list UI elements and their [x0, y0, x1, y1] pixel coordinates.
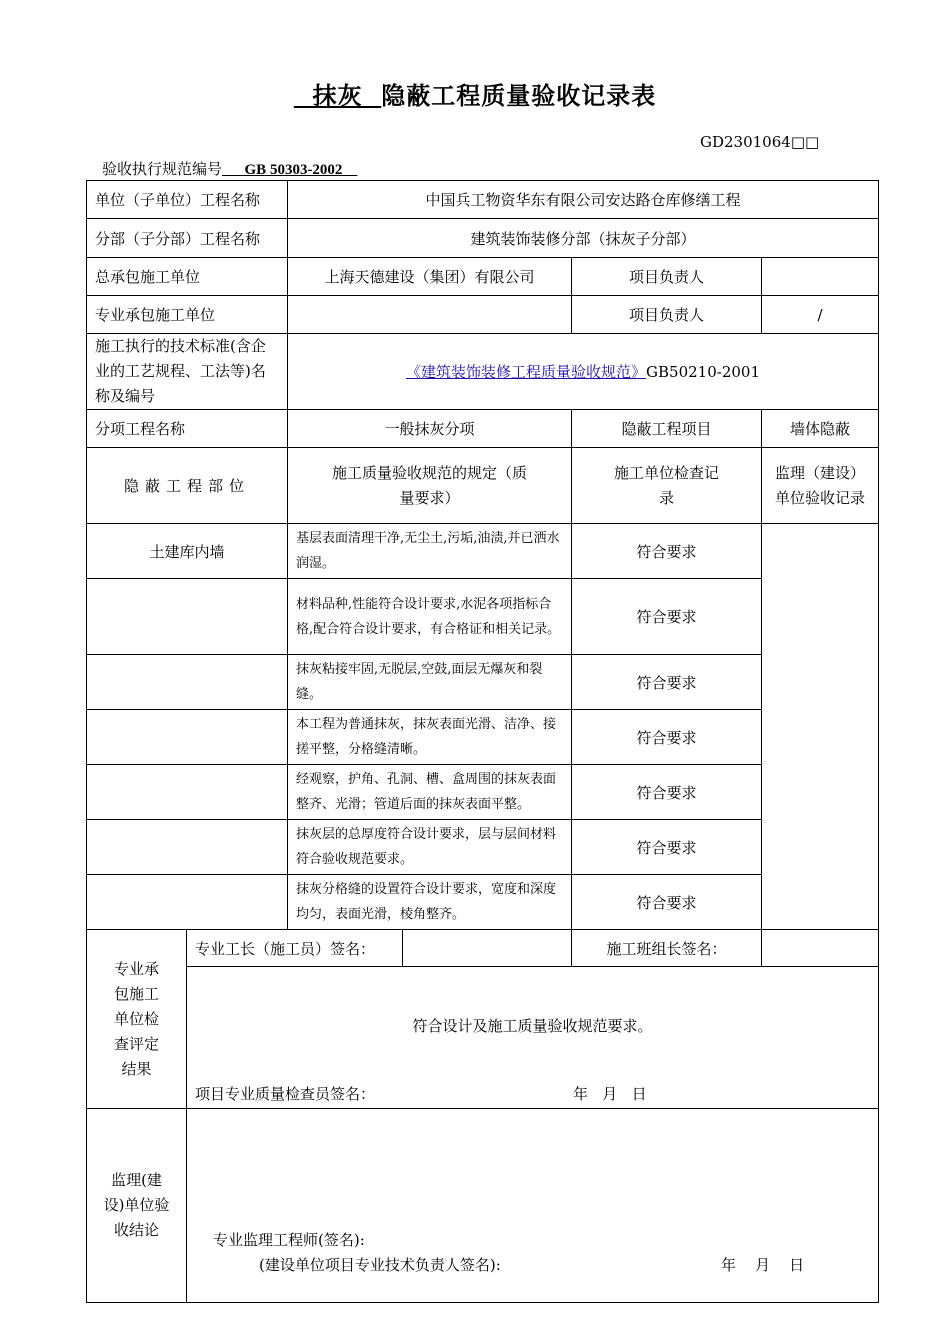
header-location: 隐蔽工程部位 [87, 448, 288, 524]
item-requirement: 基层表面清理干净,无尘土,污垢,油渍,并已洒水润湿。 [288, 524, 572, 579]
supervisor-date: 年 月 日 [721, 1256, 805, 1274]
sub-item-value: 一般抹灰分项 [288, 410, 572, 448]
project-manager-value-2: / [762, 296, 879, 334]
hidden-item-label: 隐蔽工程项目 [572, 410, 762, 448]
item-result: 符合要求 [572, 820, 762, 875]
foreman-signature-cell[interactable] [187, 930, 572, 967]
item-location [87, 820, 288, 875]
item-requirement: 抹灰分格缝的设置符合设计要求，宽度和深度均匀，表面光滑，棱角整齐。 [288, 875, 572, 930]
table-row [87, 524, 879, 579]
header-supervisor-record: 监理（建设）单位验收记录 [762, 448, 879, 524]
team-leader-signature-cell[interactable] [762, 930, 879, 967]
supervisor-section-label: 监理(建设)单位验收结论 [87, 1109, 187, 1303]
item-location [87, 765, 288, 820]
page-title [0, 76, 950, 111]
item-requirement: 经观察，护角、孔洞、槽、盒周围的抹灰表面整齐、光滑；管道后面的抹灰表面平整。 [288, 765, 572, 820]
header-contractor-check: 施工单位检查记录 [572, 448, 762, 524]
general-contractor-label: 总承包施工单位 [87, 258, 288, 296]
item-result: 符合要求 [572, 765, 762, 820]
item-result: 符合要求 [572, 524, 762, 579]
title-rest: 隐蔽工程质量验收记录表 [381, 81, 657, 110]
standard-label: 验收执行规范编号 [102, 160, 223, 178]
item-result: 符合要求 [572, 655, 762, 710]
tech-standard-link[interactable]: 《建筑装饰装修工程质量验收规范》 [406, 363, 647, 381]
item-requirement: 抹灰粘接牢固,无脱层,空鼓,面层无爆灰和裂缝。 [288, 655, 572, 710]
item-requirement: 材料品种,性能符合设计要求,水泥各项指标合格,配合符合设计要求，有合格证和相关记录。 [288, 579, 572, 655]
contractor-date: 年 月 日 [573, 1085, 647, 1103]
item-location: 土建库内墙 [87, 524, 288, 579]
tech-standard-label: 施工执行的技术标准(含企业的工艺规程、工法等)名称及编号 [87, 334, 288, 410]
team-leader-label: 施工班组长签名： [572, 930, 762, 967]
sub-item-label: 分项工程名称 [87, 410, 288, 448]
special-contractor-value [288, 296, 572, 334]
header-spec: 施工质量验收规范的规定（质量要求） [288, 448, 572, 524]
owner-signature-label: (建设单位项目专业技术负责人签名): [259, 1256, 501, 1274]
supervisor-record-cell [762, 524, 879, 930]
item-result: 符合要求 [572, 710, 762, 765]
special-contractor-label: 专业承包施工单位 [87, 296, 288, 334]
standard-line [102, 158, 357, 179]
tech-standard-value [288, 334, 879, 410]
contractor-conclusion: 符合设计及施工质量验收规范要求。 [412, 1017, 653, 1035]
table-row [87, 820, 879, 875]
contractor-conclusion-cell [187, 967, 879, 1109]
foreman-label: 专业工长（施工员）签名： [195, 939, 376, 958]
acceptance-table [86, 180, 879, 1303]
item-location [87, 875, 288, 930]
project-manager-label-2: 项目负责人 [572, 296, 762, 334]
division-value: 建筑装饰装修分部（抹灰子分部） [288, 219, 879, 258]
tech-standard-code: GB50210-2001 [646, 363, 761, 381]
supervisor-conclusion-cell [187, 1109, 879, 1303]
table-row [87, 765, 879, 820]
item-location [87, 655, 288, 710]
document-code: GD2301064□□ [700, 133, 820, 151]
hidden-item-value: 墙体隐蔽 [762, 410, 879, 448]
division-label: 分部（子分部）工程名称 [87, 219, 288, 258]
unit-label: 单位（子单位）工程名称 [87, 181, 288, 219]
general-contractor-value: 上海天德建设（集团）有限公司 [288, 258, 572, 296]
unit-value: 中国兵工物资华东有限公司安达路仓库修缮工程 [288, 181, 879, 219]
item-location [87, 710, 288, 765]
item-result: 符合要求 [572, 875, 762, 930]
table-row [87, 875, 879, 930]
table-row [87, 655, 879, 710]
item-requirement: 本工程为普通抹灰，抹灰表面光滑、洁净、接搓平整，分格缝清晰。 [288, 710, 572, 765]
title-underlined: 抹灰 [293, 81, 382, 110]
table-row [87, 710, 879, 765]
table-row [87, 579, 879, 655]
inspector-label: 项目专业质量检查员签名： [195, 1085, 376, 1103]
standard-value: GB 50303-2002 [222, 162, 358, 178]
project-manager-value [762, 258, 879, 296]
item-requirement: 抹灰层的总厚度符合设计要求，层与层间材料符合验收规范要求。 [288, 820, 572, 875]
contractor-section-label: 专业承包施工单位检查评定结果 [87, 930, 187, 1109]
item-result: 符合要求 [572, 579, 762, 655]
engineer-signature-label: 专业监理工程师(签名): [213, 1231, 365, 1249]
project-manager-label: 项目负责人 [572, 258, 762, 296]
item-location [87, 579, 288, 655]
